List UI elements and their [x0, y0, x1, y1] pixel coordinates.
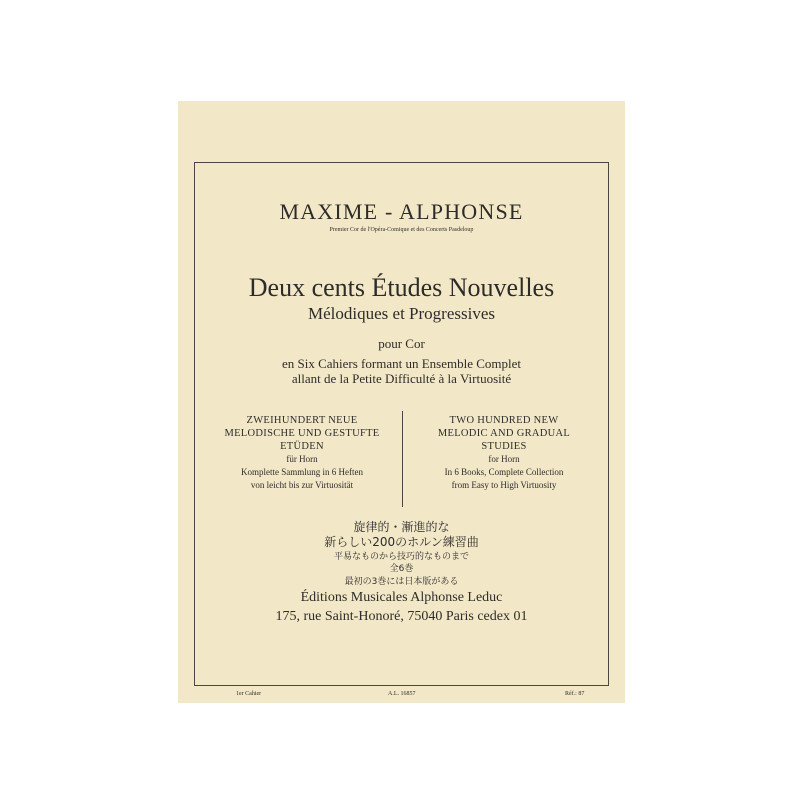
- german-line-4: für Horn: [286, 454, 318, 464]
- english-line-3: STUDIES: [481, 441, 527, 452]
- column-divider: [402, 411, 403, 507]
- german-line-1: ZWEIHUNDERT NEUE: [246, 415, 358, 426]
- reference-number: Réf.: 87: [565, 691, 585, 697]
- publisher-name: Éditions Musicales Alphonse Leduc: [300, 590, 503, 605]
- english-column: [404, 414, 604, 492]
- instrument-label: pour Cor: [378, 336, 425, 351]
- description-line-2: allant de la Petite Difficulté à la Virtuosité: [291, 371, 512, 386]
- main-title: Deux cents Études Nouvelles: [248, 273, 555, 302]
- german-column: [202, 414, 402, 492]
- german-line-3: ETÜDEN: [280, 441, 324, 452]
- german-line-5: Komplette Sammlung in 6 Heften: [241, 467, 363, 477]
- english-line-2: MELODIC AND GRADUAL: [437, 428, 571, 439]
- japanese-line-5: 最初の3巻には日本版がある: [344, 577, 459, 587]
- volume-label: 1er Cahier: [236, 691, 262, 697]
- japanese-line-3: 平易なものから技巧的なものまで: [333, 552, 469, 562]
- english-line-4: for Horn: [488, 454, 520, 464]
- german-line-2: MELODISCHE UND GESTUFTE: [224, 428, 380, 439]
- japanese-line-2: 新らしい200のホルン練習曲: [324, 535, 479, 549]
- publisher-address: 175, rue Saint-Honoré, 75040 Paris cedex 01: [275, 609, 528, 624]
- english-line-6: from Easy to High Virtuosity: [451, 480, 557, 490]
- composer-name: MAXIME - ALPHONSE: [279, 199, 524, 224]
- german-line-6: von leicht bis zur Virtuosität: [250, 480, 354, 490]
- plate-number: A.L. 16857: [388, 691, 416, 697]
- japanese-line-1: 旋律的・漸進的な: [353, 520, 450, 534]
- sub-title: Mélodiques et Progressives: [308, 304, 495, 323]
- english-line-5: In 6 Books, Complete Collection: [444, 467, 564, 477]
- description-line-1: en Six Cahiers formant un Ensemble Complet: [281, 356, 521, 371]
- english-line-1: TWO HUNDRED NEW: [449, 415, 559, 426]
- composer-subtitle: Premier Cor de l'Opéra-Comique et des Concerts Pasdeloup: [329, 227, 474, 233]
- japanese-line-4: 全6巻: [389, 564, 414, 574]
